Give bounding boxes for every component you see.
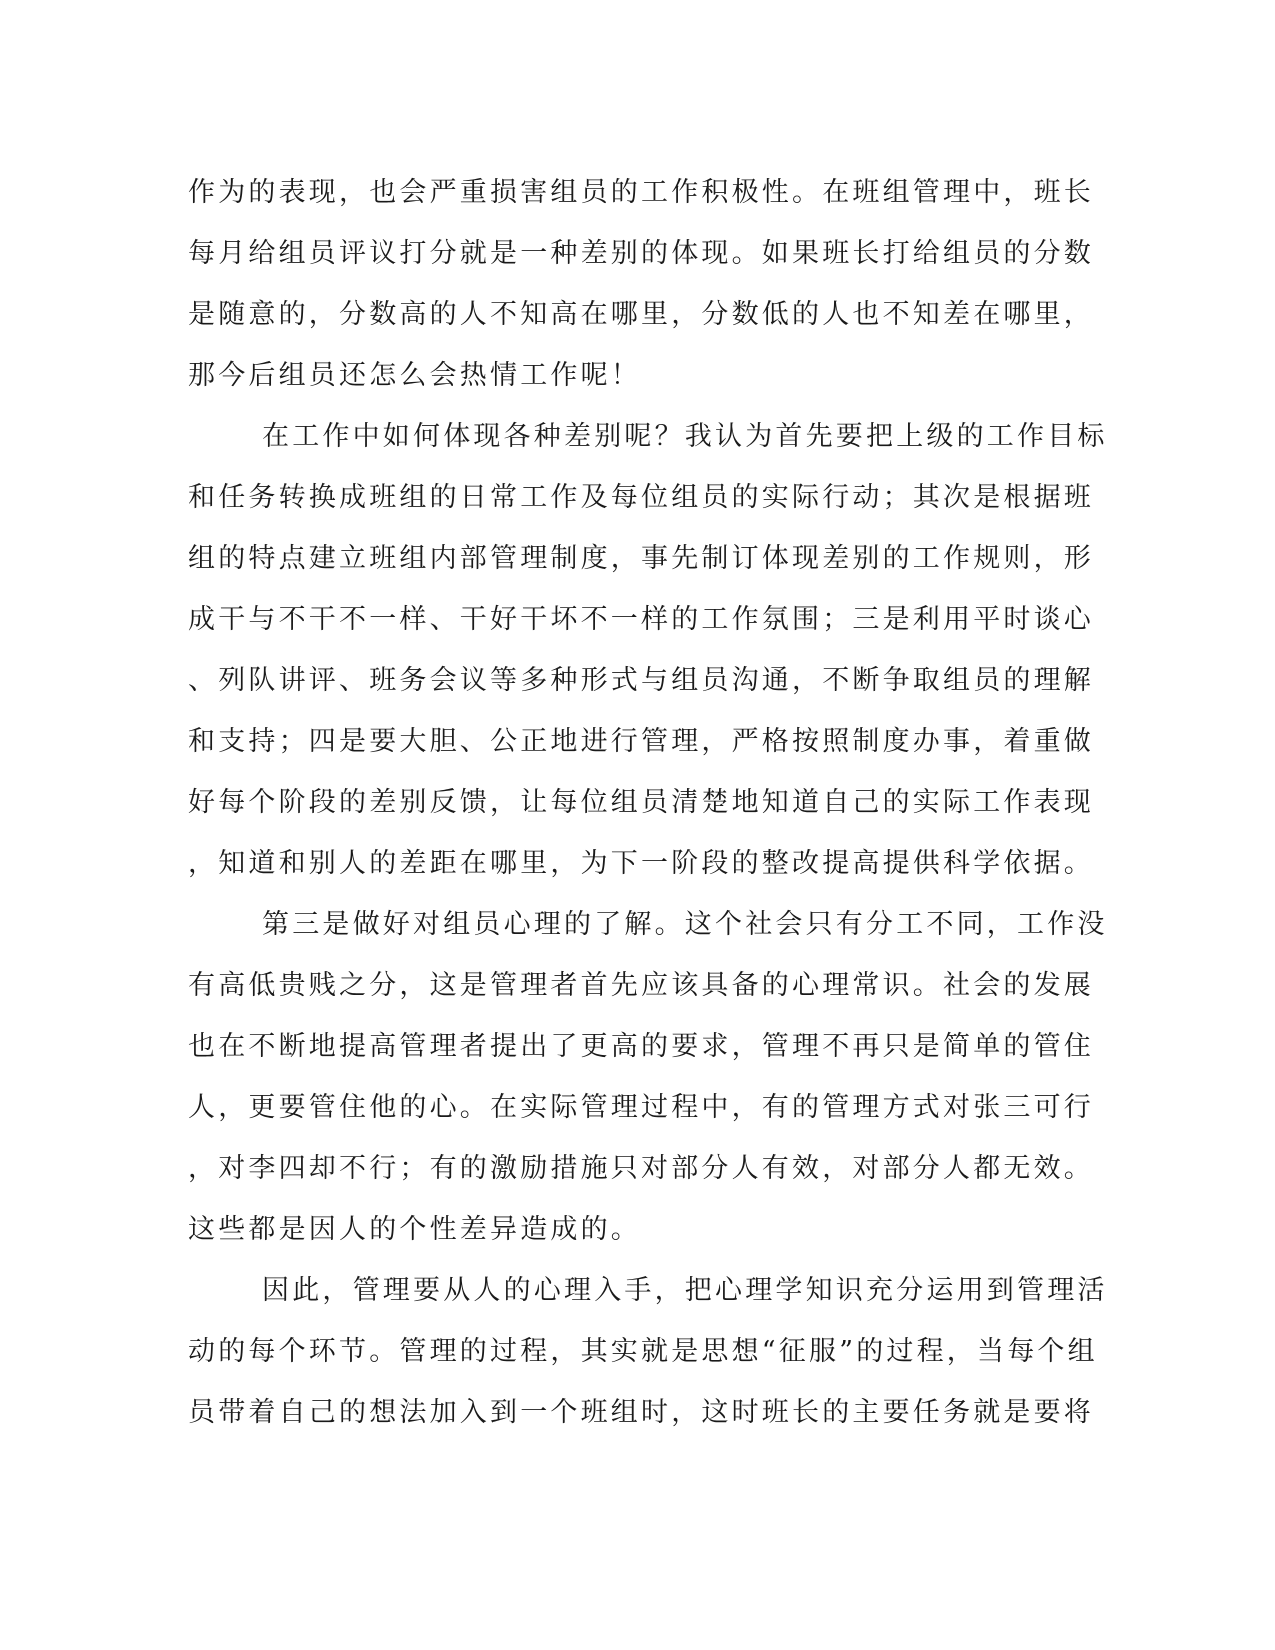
body-text — [188, 162, 1108, 1443]
text-line: 动的每个环节。管理的过程，其实就是思想“征服”的过程，当每个组 — [188, 1336, 1098, 1367]
paragraph-start-line: 在工作中如何体现各种差别呢？我认为首先要把上级的工作目标 — [262, 421, 1108, 452]
text-line: 这些都是因人的个性差异造成的。 — [188, 1214, 641, 1245]
text-line: 那今后组员还怎么会热情工作呢！ — [188, 360, 641, 391]
paragraph-start-line: 第三是做好对组员心理的了解。这个社会只有分工不同，工作没 — [262, 909, 1108, 940]
text-line: 好每个阶段的差别反馈，让每位组员清楚地知道自己的实际工作表现 — [188, 787, 1094, 818]
text-line: 有高低贵贱之分，这是管理者首先应该具备的心理常识。社会的发展 — [188, 970, 1094, 1001]
text-line: ，知道和别人的差距在哪里，为下一阶段的整改提高提供科学依据。 — [188, 848, 1094, 879]
text-line: 员带着自己的想法加入到一个班组时，这时班长的主要任务就是要将 — [188, 1397, 1094, 1428]
text-line: 也在不断地提高管理者提出了更高的要求，管理不再只是简单的管住 — [188, 1031, 1094, 1062]
text-line: 和支持；四是要大胆、公正地进行管理，严格按照制度办事，着重做 — [188, 726, 1094, 757]
text-line: 组的特点建立班组内部管理制度，事先制订体现差别的工作规则，形 — [188, 543, 1094, 574]
text-line: 是随意的，分数高的人不知高在哪里，分数低的人也不知差在哪里， — [188, 299, 1094, 330]
paragraph-start-line: 因此，管理要从人的心理入手，把心理学知识充分运用到管理活 — [262, 1275, 1108, 1306]
text-line: ，对李四却不行；有的激励措施只对部分人有效，对部分人都无效。 — [188, 1153, 1094, 1184]
text-line: 、列队讲评、班务会议等多种形式与组员沟通，不断争取组员的理解 — [188, 665, 1094, 696]
text-line: 和任务转换成班组的日常工作及每位组员的实际行动；其次是根据班 — [188, 482, 1094, 513]
text-line: 每月给组员评议打分就是一种差别的体现。如果班长打给组员的分数 — [188, 238, 1094, 269]
text-line: 作为的表现，也会严重损害组员的工作积极性。在班组管理中，班长 — [188, 177, 1094, 208]
text-line: 人，更要管住他的心。在实际管理过程中，有的管理方式对张三可行 — [188, 1092, 1094, 1123]
text-line: 成干与不干不一样、干好干坏不一样的工作氛围；三是利用平时谈心 — [188, 604, 1094, 635]
